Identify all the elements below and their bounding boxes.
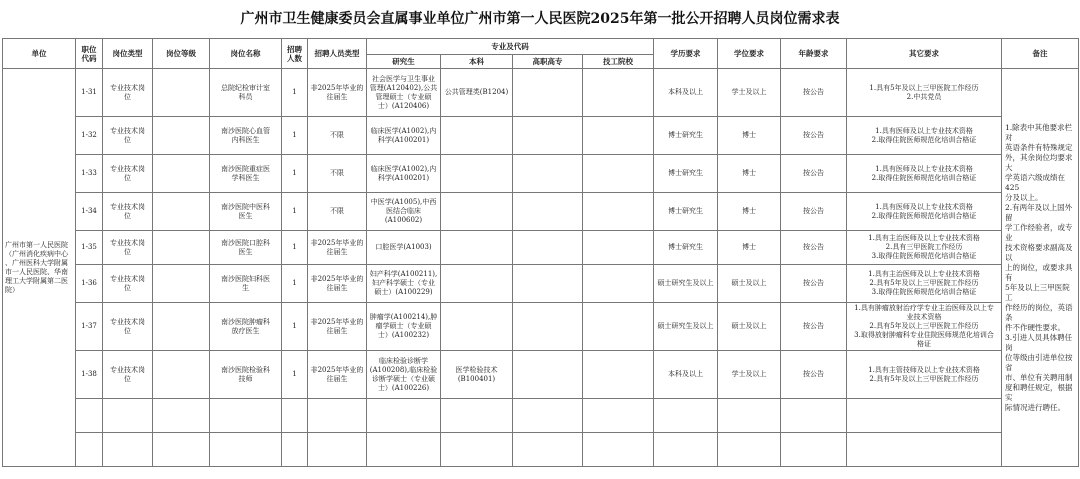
empty-cell	[308, 399, 367, 433]
recruit-type-cell: 非2025年毕业的 往届生	[308, 231, 367, 265]
grad-major-cell: 社会医学与卫生事业 管理(A120402),公共 管理硕士（专业硕 士）(A120406)	[367, 69, 441, 117]
header-recruit-type: 招聘人员类型	[308, 39, 367, 69]
empty-cell	[513, 399, 583, 433]
header-undergrad: 本科	[441, 55, 513, 69]
header-technical: 技工院校	[583, 55, 654, 69]
code-cell: 1-34	[76, 193, 103, 231]
grad-major-cell: 妇产科学(A100211), 妇产科学硕士（专业 硕士）(A100229)	[367, 265, 441, 303]
empty-cell	[441, 399, 513, 433]
technical-major-cell	[583, 231, 654, 265]
grad-major-cell: 临床检验诊断学 (A100208),临床检验 诊断学硕士（专业硕 士）(A100226)	[367, 351, 441, 399]
degree-cell: 博士	[718, 155, 781, 193]
age-cell: 按公告	[781, 69, 847, 117]
header-grad: 研究生	[367, 55, 441, 69]
empty-cell	[847, 433, 1002, 467]
count-cell: 1	[282, 69, 308, 117]
count-cell: 1	[282, 117, 308, 155]
recruit-type-cell: 非2025年毕业的 往届生	[308, 69, 367, 117]
header-code: 职位 代码	[76, 39, 103, 69]
technical-major-cell	[583, 193, 654, 231]
recruit-type-cell: 非2025年毕业的 往届生	[308, 303, 367, 351]
recruit-type-cell: 不限	[308, 193, 367, 231]
header-post-name: 岗位名称	[210, 39, 282, 69]
post-level-cell	[153, 193, 210, 231]
empty-cell	[654, 433, 718, 467]
grad-major-cell: 中医学(A1005),中西 医结合临床 (A100602)	[367, 193, 441, 231]
header-education: 学历要求	[654, 39, 718, 69]
undergrad-major-cell	[441, 231, 513, 265]
header-degree: 学位要求	[718, 39, 781, 69]
recruitment-table	[2, 38, 1079, 467]
count-cell: 1	[282, 193, 308, 231]
undergrad-major-cell	[441, 155, 513, 193]
empty-cell	[847, 399, 1002, 433]
post-type-cell: 专业技术岗 位	[103, 117, 153, 155]
recruit-type-cell: 不限	[308, 117, 367, 155]
post-name-cell: 南沙医院口腔科 医生	[210, 231, 282, 265]
header-post-level: 岗位等级	[153, 39, 210, 69]
other-requirements-cell: 1.具有主治医师及以上专业技术资格 2.具有5年及以上三甲医院工作经历 3.取得住院医师规范化培训合格证	[847, 265, 1002, 303]
other-requirements-cell: 1.具有5年及以上三甲医院工作经历 2.中共党员	[847, 69, 1002, 117]
empty-cell	[308, 433, 367, 467]
empty-cell	[781, 433, 847, 467]
degree-cell: 博士	[718, 117, 781, 155]
count-cell: 1	[282, 155, 308, 193]
age-cell: 按公告	[781, 193, 847, 231]
technical-major-cell	[583, 265, 654, 303]
table-row	[3, 69, 1079, 117]
empty-cell	[76, 399, 103, 433]
post-type-cell: 专业技术岗 位	[103, 193, 153, 231]
code-cell: 1-32	[76, 117, 103, 155]
page-title: 广州市卫生健康委员会直属事业单位广州市第一人民医院2025年第一批公开招聘人员岗位需求表	[240, 11, 840, 27]
undergrad-major-cell	[441, 117, 513, 155]
post-level-cell	[153, 69, 210, 117]
table-row	[3, 351, 1079, 399]
empty-cell	[513, 433, 583, 467]
table-row	[3, 265, 1079, 303]
other-requirements-cell: 1.具有医师及以上专业技术资格 2.取得住院医师规范化培训合格证	[847, 117, 1002, 155]
grad-major-cell: 肿瘤学(A100214),肿 瘤学硕士（专业硕 士）(A100232)	[367, 303, 441, 351]
vocational-major-cell	[513, 69, 583, 117]
post-name-cell: 总院纪检审计室 科员	[210, 69, 282, 117]
education-cell: 博士研究生	[654, 231, 718, 265]
vocational-major-cell	[513, 351, 583, 399]
grad-major-cell: 口腔医学(A1003)	[367, 231, 441, 265]
empty-cell	[367, 433, 441, 467]
post-name-cell: 南沙医院中医科 医生	[210, 193, 282, 231]
post-type-cell: 专业技术岗 位	[103, 231, 153, 265]
empty-cell	[441, 433, 513, 467]
empty-cell	[718, 399, 781, 433]
count-cell: 1	[282, 231, 308, 265]
code-cell: 1-33	[76, 155, 103, 193]
header-vocational: 高职高专	[513, 55, 583, 69]
vocational-major-cell	[513, 231, 583, 265]
empty-cell	[103, 433, 153, 467]
header-other: 其它要求	[847, 39, 1002, 69]
unit-name-cell: 广州市第一人民医院 （广州消化疾病中心 、广州医科大学附属 市一人民医院、华南 理工大学附属第二医 院）	[3, 69, 76, 467]
count-cell: 1	[282, 265, 308, 303]
post-type-cell: 专业技术岗 位	[103, 303, 153, 351]
education-cell: 硕士研究生及以上	[654, 265, 718, 303]
education-cell: 博士研究生	[654, 117, 718, 155]
post-level-cell	[153, 351, 210, 399]
post-name-cell: 南沙医院重症医 学科医生	[210, 155, 282, 193]
empty-cell	[654, 399, 718, 433]
header-major-group: 专业及代码	[367, 39, 654, 55]
technical-major-cell	[583, 303, 654, 351]
other-requirements-cell: 1.具有肿瘤放射治疗学专业主治医师及以上专 业技术资格 2.具有5年及以上三甲医院工作经历 3.取得放射肿瘤科专业住院医师规范化培训合 格证	[847, 303, 1002, 351]
empty-cell	[367, 399, 441, 433]
undergrad-major-cell	[441, 193, 513, 231]
undergrad-major-cell: 公共管理类(B1204)	[441, 69, 513, 117]
header-remarks: 备注	[1002, 39, 1079, 69]
degree-cell: 博士	[718, 193, 781, 231]
code-cell: 1-37	[76, 303, 103, 351]
other-requirements-cell: 1.具有主管技师及以上专业技术资格 2.具有5年及以上三甲医院工作经历	[847, 351, 1002, 399]
post-name-cell: 南沙医院妇科医 生	[210, 265, 282, 303]
header-age: 年龄要求	[781, 39, 847, 69]
post-level-cell	[153, 155, 210, 193]
age-cell: 按公告	[781, 231, 847, 265]
empty-cell	[210, 399, 282, 433]
degree-cell: 硕士及以上	[718, 265, 781, 303]
vocational-major-cell	[513, 265, 583, 303]
code-cell: 1-35	[76, 231, 103, 265]
remarks-cell: 1.除表中其他要求栏对 英语条件有特殊规定 外，其余岗位均要求大 学英语六级成绩在425 分及以上。 2.有两年及以上国外留 学工作经验者，或专业 技术资格要求副高及以 上的岗位，或要求具有 5年及以上三甲医院工 作经历的岗位，英语条 件不作硬性要求。 3.引进人员具体聘任岗 位等级由引进单位按省 市、单位有关聘用制 度和聘任规定，根据实 际情况进行聘任。	[1002, 69, 1079, 467]
table-row	[3, 117, 1079, 155]
other-requirements-cell: 1.具有主治医师及以上专业技术资格 2.具有三甲医院工作经历 3.取得住院医师规范化培训合格证	[847, 231, 1002, 265]
degree-cell: 学士及以上	[718, 351, 781, 399]
vocational-major-cell	[513, 303, 583, 351]
post-level-cell	[153, 117, 210, 155]
degree-cell: 硕士及以上	[718, 303, 781, 351]
education-cell: 博士研究生	[654, 155, 718, 193]
other-requirements-cell: 1.具有医师及以上专业技术资格 2.取得住院医师规范化培训合格证	[847, 155, 1002, 193]
post-name-cell: 南沙医院检验科 技师	[210, 351, 282, 399]
empty-cell	[210, 433, 282, 467]
recruit-type-cell: 非2025年毕业的 往届生	[308, 351, 367, 399]
age-cell: 按公告	[781, 117, 847, 155]
education-cell: 本科及以上	[654, 69, 718, 117]
post-name-cell: 南沙医院肿瘤科 放疗医生	[210, 303, 282, 351]
technical-major-cell	[583, 117, 654, 155]
code-cell: 1-38	[76, 351, 103, 399]
undergrad-major-cell: 医学检验技术 (B100401)	[441, 351, 513, 399]
other-requirements-cell: 1.具有医师及以上专业技术资格 2.取得住院医师规范化培训合格证	[847, 193, 1002, 231]
age-cell: 按公告	[781, 351, 847, 399]
table-row-empty	[3, 399, 1079, 433]
table-row	[3, 303, 1079, 351]
age-cell: 按公告	[781, 303, 847, 351]
grad-major-cell: 临床医学(A1002),内 科学(A100201)	[367, 117, 441, 155]
empty-cell	[76, 433, 103, 467]
degree-cell: 学士及以上	[718, 69, 781, 117]
empty-cell	[583, 399, 654, 433]
header-post-type: 岗位类型	[103, 39, 153, 69]
technical-major-cell	[583, 69, 654, 117]
table-row	[3, 155, 1079, 193]
empty-cell	[781, 399, 847, 433]
header-count: 招聘 人数	[282, 39, 308, 69]
table-row	[3, 231, 1079, 265]
degree-cell: 博士	[718, 231, 781, 265]
empty-cell	[718, 433, 781, 467]
code-cell: 1-31	[76, 69, 103, 117]
post-name-cell: 南沙医院心血管 内科医生	[210, 117, 282, 155]
table-row-empty	[3, 433, 1079, 467]
vocational-major-cell	[513, 155, 583, 193]
age-cell: 按公告	[781, 155, 847, 193]
post-level-cell	[153, 231, 210, 265]
post-level-cell	[153, 303, 210, 351]
post-level-cell	[153, 265, 210, 303]
recruit-type-cell: 非2025年毕业的 往届生	[308, 265, 367, 303]
education-cell: 硕士研究生及以上	[654, 303, 718, 351]
code-cell: 1-36	[76, 265, 103, 303]
empty-cell	[153, 399, 210, 433]
table-row	[3, 193, 1079, 231]
post-type-cell: 专业技术岗 位	[103, 265, 153, 303]
empty-cell	[153, 433, 210, 467]
undergrad-major-cell	[441, 265, 513, 303]
post-type-cell: 专业技术岗 位	[103, 351, 153, 399]
post-type-cell: 专业技术岗 位	[103, 69, 153, 117]
header-unit: 单位	[3, 39, 76, 69]
empty-cell	[583, 433, 654, 467]
age-cell: 按公告	[781, 265, 847, 303]
empty-cell	[103, 399, 153, 433]
vocational-major-cell	[513, 193, 583, 231]
education-cell: 本科及以上	[654, 351, 718, 399]
post-type-cell: 专业技术岗 位	[103, 155, 153, 193]
empty-cell	[282, 433, 308, 467]
recruit-type-cell: 不限	[308, 155, 367, 193]
count-cell: 1	[282, 303, 308, 351]
technical-major-cell	[583, 351, 654, 399]
undergrad-major-cell	[441, 303, 513, 351]
grad-major-cell: 临床医学(A1002),内 科学(A100201)	[367, 155, 441, 193]
vocational-major-cell	[513, 117, 583, 155]
technical-major-cell	[583, 155, 654, 193]
education-cell: 博士研究生	[654, 193, 718, 231]
empty-cell	[282, 399, 308, 433]
count-cell: 1	[282, 351, 308, 399]
